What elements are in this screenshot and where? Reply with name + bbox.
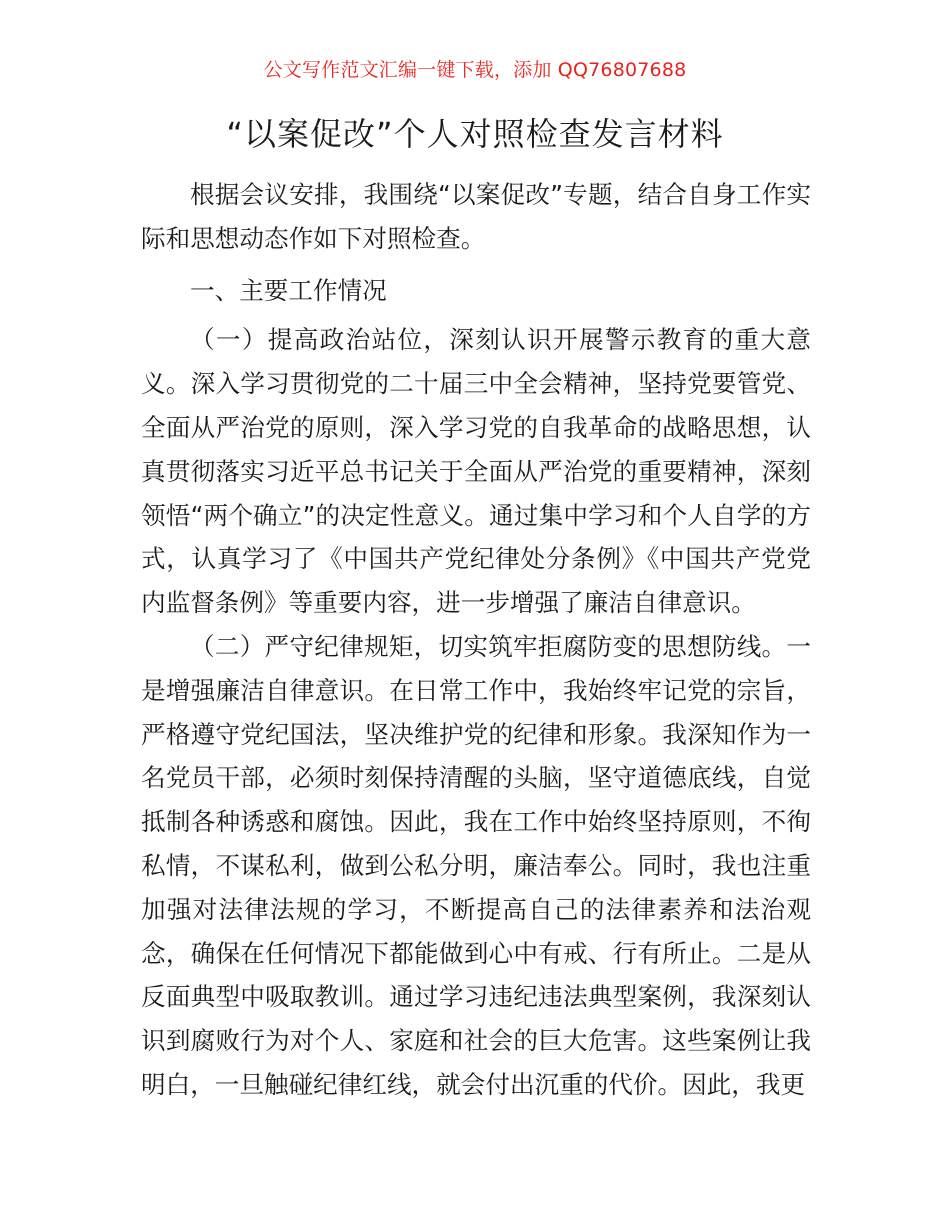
paragraph-2: （二）严守纪律规矩，切实筑牢拒腐防变的思想防线。一是增强廉洁自律意识。在日常工作中，我始终牢记党的宗旨，严格遵守党纪国法，坚决维护党的纪律和形象。我深知作为一名党员干部，必须时刻保持清醒的头脑，坚守道德底线，自觉抵制各种诱惑和腐蚀。因此，我在工作中始终坚持原则，不徇私情，不谋私利，做到公私分明，廉洁奉公。同时，我也注重加强对法律法规的学习，不断提高自己的法律素养和法治观念，确保在任何情况下都能做到心中有戒、行有所止。二是从反面典型中吸取教训。通过学习违纪违法典型案例，我深刻认识到腐败行为对个人、家庭和社会的巨大危害。这些案例让我明白，一旦触碰纪律红线，就会付出沉重的代价。因此，我更 [141, 631, 811, 1099]
section-heading: 一、主要工作情况 [190, 275, 387, 305]
paragraph-1: （一）提高政治站位，深刻认识开展警示教育的重大意义。深入学习贯彻党的二十届三中全会精神，坚持党要管党、全面从严治党的原则，深入学习党的自我革命的战略思想，认真贯彻落实习近平总书记关于全面从严治党的重要精神，深刻领悟“两个确立”的决定性意义。通过集中学习和个人自学的方式，认真学习了《中国共产党纪律处分条例》《中国共产党党内监督条例》等重要内容，进一步增强了廉洁自律意识。 [141, 325, 811, 618]
intro-paragraph: 根据会议安排，我围绕“以案促改”专题，结合自身工作实际和思想动态作如下对照检查。 [141, 180, 811, 253]
download-banner: 公文写作范文汇编一键下载，添加 QQ76807688 [263, 59, 687, 81]
document-title: “以案促改”个人对照检查发言材料 [226, 115, 724, 153]
document-body [141, 173, 811, 1107]
